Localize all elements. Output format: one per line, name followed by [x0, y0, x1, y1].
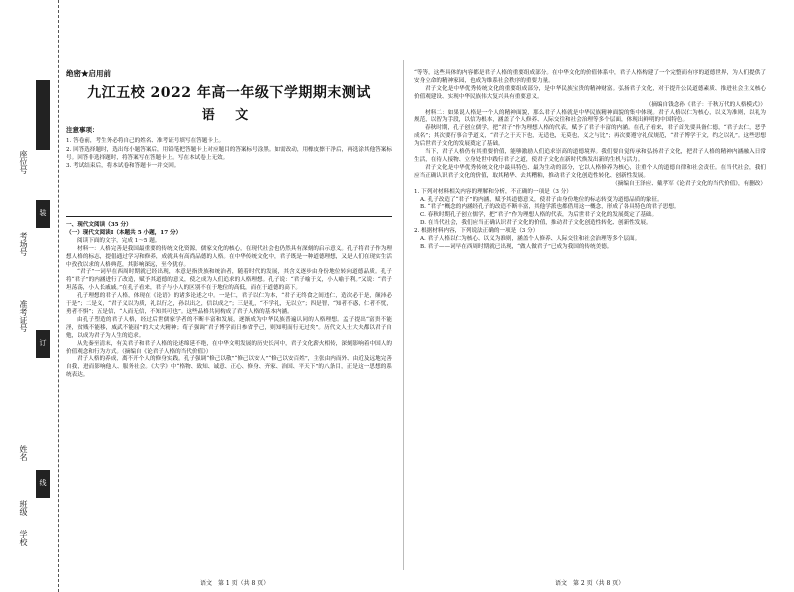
- seal-mark-xian: 线: [36, 470, 50, 498]
- paragraph: 一、现代文阅读（35 分）: [66, 222, 132, 228]
- notice-item: 3. 考试结束后，将本试卷和答题卡一并交回。: [66, 163, 180, 170]
- binding-margin: [0, 0, 59, 592]
- paragraph: 君子文化是中华优秀传统文化的重要组成部分，是中华民族宝贵的精神财富。弘扬君子文化，对于提升公民道德素质、推进社会主义核心价值观建设、实现中华民族伟大复兴具有重要意义。: [414, 85, 766, 100]
- name-field: 姓名: [19, 445, 28, 461]
- left-column-body: [66, 222, 392, 380]
- paragraph: 由孔子塑造的君子人格，经过后世儒家学者的不断丰富和发展，逐渐成为中华民族普遍认同的人格理想。孟子提出“富贵不能淫，贫贱不能移，威武不能屈”的大丈夫精神；荀子强调“君子博学而日参省乎己，则知明而行无过矣”。历代文人士大夫都以君子自勉，以成为君子为人生的追求。: [66, 316, 392, 339]
- school-field: 学校: [19, 530, 28, 546]
- page-footer-left: 语文 第 1 页（共 8 页）: [200, 580, 270, 587]
- paragraph: 君子文化是中华优秀传统文化中最具特色、最为生动的部分，它以人格修养为核心，注重个人的道德自律和社会责任。在当代社会，我们应当正确认识君子文化的价值，取其精华、去其糟粕，推动君子文化创造性转化、创新性发展。: [414, 164, 766, 179]
- notice-section: [66, 126, 392, 170]
- seal-mark-ding: 订: [36, 330, 50, 358]
- paragraph: 从先秦至清末，有关君子和君子人格的论述绵延不绝，在中华文明发展的历史长河中，君子文化薪火相传，深刻影响着中国人的价值观念和行为方式。（摘编自《论君子人格的当代价值》）: [66, 340, 392, 355]
- paragraph: （摘编自钱念孙《君子：千秋万代的人格模式》）: [645, 101, 766, 108]
- notice-item: 1. 答卷前，考生务必将自己的姓名、准考证号填写在答题卡上。: [66, 138, 225, 145]
- answer-option: A. 君子人格以仁为核心、以义为准则，涵盖个人修养、人际交往和社会治理等多个层面。: [420, 236, 641, 243]
- exam-room-field: 考场号: [19, 232, 28, 256]
- page-divider: [403, 60, 404, 570]
- paragraph: 2. 根据材料内容，下列说法正确的一项是（3 分）: [414, 228, 539, 235]
- page-footer-right: 语文 第 2 页（共 8 页）: [555, 580, 625, 587]
- answer-option: B. “君子”概念的内涵经孔子的改造不断丰富，其他学派也都借用这一概念，形成了各具特色的君子思想。: [420, 204, 680, 211]
- confidential-mark: 绝密★启用前: [66, 69, 111, 78]
- barcode-box: [36, 80, 50, 150]
- admission-number-field: 准考证号: [19, 300, 28, 332]
- paragraph: 孔子理想的君子人格，体现在《论语》的诸多论述之中。一是仁，君子以仁为本，“君子无终食之间违仁，造次必于是，颠沛必于是”；二是义，“君子义以为质，礼以行之，孙以出之，信以成之”；三是礼，“不学礼，无以立”；四是智，“知者不惑，仁者不忧，勇者不惧”；五是信，“人而无信，不知其可也”。这些品格共同构成了君子人格的基本内涵。: [66, 293, 392, 315]
- paragraph: “君子”一词早在西周时期就已经出现，本意是指贵族和统治者，随着时代的发展，其含义逐步由身份地位转向道德品质。孔子将“君子”的内涵进行了改造，赋予其道德的意义，使之成为人们追求的人格理想。孔子说：“君子喻于义，小人喻于利。”又说：“君子坦荡荡，小人长戚戚。”在孔子看来，君子与小人的区别不在于地位的高低，而在于道德的高下。: [66, 269, 392, 292]
- paragraph: 当下，君子人格仍有其重要价值，能够激励人们追求崇高的道德境界。我们要自觉传承和弘扬君子文化，把君子人格的精神内涵融入日常生活，在待人接物、立身处世中践行君子之道，使君子文化在新时代焕发出新的生机与活力。: [414, 149, 766, 163]
- paragraph: 材料一：人格完善是我国最重要的传统文化资源，儒家文化的核心，在现代社会也仍然具有深刻的启示意义。孔子将君子作为理想人格的标志，提倡通过学习和修养，成就具有高尚品德的人格。在中华传统文化中，君子既是一种道德理想，又是人们在现实生活中孜孜以求的人格典范，其影响深远，至今犹存。: [66, 245, 392, 268]
- paragraph: “等等，这些具体的内容都是君子人格的重要组成部分。在中华文化的价值体系中，君子人格构建了一个完整而有序的道德世界，为人们提供了安身立命的精神家园，也成为维系社会秩序的重要力量。: [414, 70, 766, 84]
- class-field: 班级: [19, 500, 28, 516]
- notice-item: 2. 回答选择题时，选出每小题答案后，用铅笔把答题卡上对应题目的答案标号涂黑。如需改动，用橡皮擦干净后，再选涂其他答案标号。回答非选择题时，将答案写在答题卡上。写在本试卷上无效。: [66, 146, 392, 161]
- answer-option: A. 孔子改造了“君子”的内涵，赋予其道德意义，使君子由身份地位的标志转变为道德品质的象征。: [420, 196, 663, 203]
- paragraph: 君子人格的养成，离不开个人的修身实践。孔子强调“修己以敬”“修己以安人”“修己以安百姓”，主张由内而外、由近及远地完善自我，进而影响他人、服务社会。《大学》中“格物、致知、诚意、正心、修身、齐家、治国、平天下”的八条目，正是这一思想的系统表达。: [66, 356, 392, 379]
- notice-heading: 注意事项：: [66, 126, 99, 134]
- paragraph: 1. 下列对材料相关内容的理解和分析，不正确的一项是（3 分）: [414, 188, 572, 195]
- subject-title: 语 文: [201, 108, 257, 123]
- paragraph: 材料二：如果说人格是一个人的精神面貌，那么君子人格就是中华民族精神面貌的集中体现。君子人格以仁为核心，以义为准则，以礼为规范，以智为手段，以信为根本，涵盖了个人修养、人际交往和社会治理等多个层面，体现出鲜明的中国特色。: [414, 109, 766, 124]
- right-column-body: [414, 70, 766, 252]
- paragraph: 春秋时期，孔子创立儒学，把“君子”作为理想人格的代表，赋予了君子丰富的内涵。在孔子看来，君子首先要具备仁德，“君子去仁，恶乎成名”；其次要行事合乎道义，“君子之于天下也，无适也，无莫也，义之与比”；再次要遵守礼仪规范，“君子博学于文，约之以礼”。这些思想为后世君子文化的发展奠定了基础。: [414, 125, 766, 148]
- paragraph: （摘编自王泽应、戴孝军《论君子文化的当代价值》，有删改）: [612, 180, 766, 187]
- notice-divider: [66, 216, 392, 217]
- seat-number-field: 座位号: [19, 150, 28, 174]
- answer-option: D. 在当代社会，我们应当正确认识君子文化的价值，推动君子文化创造性转化、创新性发展。: [420, 220, 652, 227]
- paragraph: （一）现代文阅读Ⅰ（本题共 5 小题，17 分）: [66, 229, 182, 236]
- answer-option: C. 春秋时期孔子创立儒学，把“君子”作为理想人格的代表，为后世君子文化的发展奠定了基础。: [420, 212, 658, 219]
- answer-option: B. 君子——词早在西周时期就已出现，“做人做君子”已成为我国的传统美德。: [420, 243, 613, 250]
- seal-mark-zhuang: 装: [36, 200, 50, 228]
- page-title: 九江五校 2022 年高一年级下学期期末测试: [87, 85, 371, 101]
- paragraph: 阅读下面的文字，完成 1～5 题。: [77, 237, 161, 244]
